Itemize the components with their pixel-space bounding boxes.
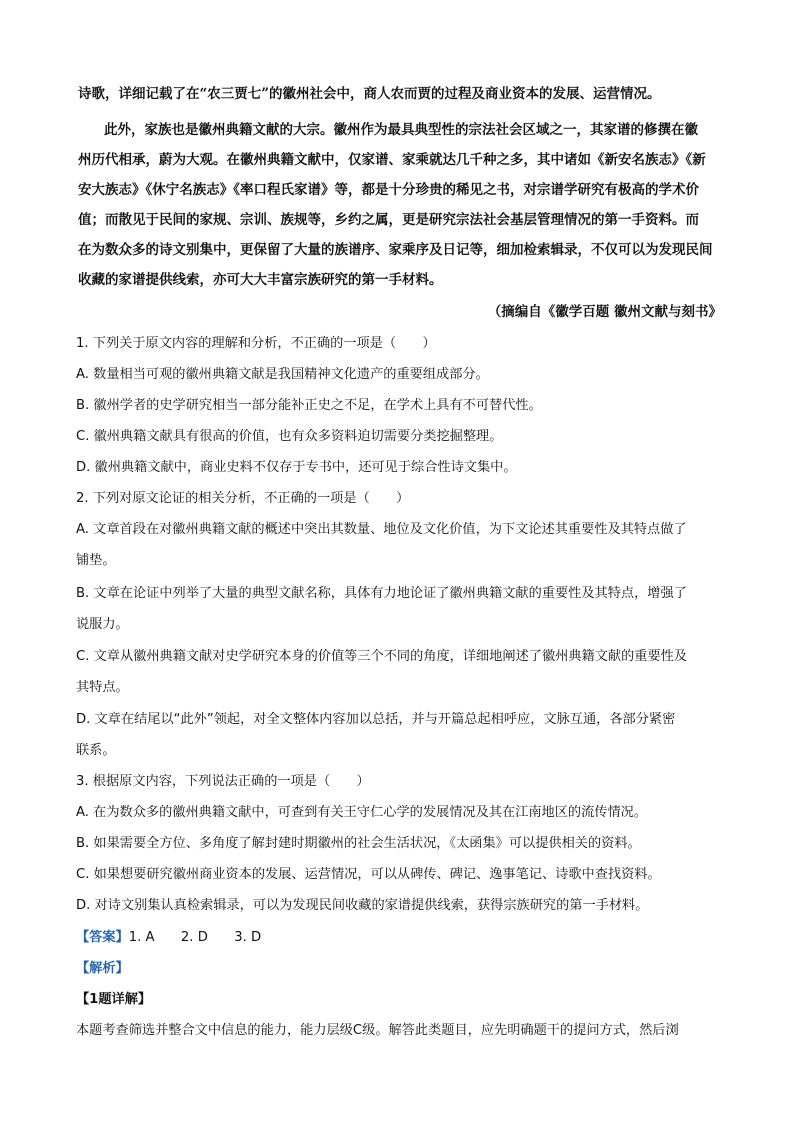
- passage-line: 此外，家族也是徽州典籍文献的大宗。徽州作为最具典型性的宗法社会区域之一，其家谱的修撰在徽: [104, 122, 698, 138]
- option-continuation: 铺垫。: [76, 553, 116, 568]
- question-stem: 1. 下列关于原文内容的理解和分析，不正确的一项是（ ）: [76, 336, 436, 351]
- answer-values: 1. A 2. D 3. D: [128, 930, 262, 945]
- passage-line: 诗歌，详细记载了在“农三贾七”的徽州社会中，商人农而贾的过程及商业资本的发展、运营情况。: [78, 86, 661, 102]
- passage-line: 安大族志》《休宁名族志》《率口程氏家谱》等，都是十分珍贵的稀见之书，对宗谱学研究有极高的学术价: [78, 182, 699, 198]
- question-stem: 3. 根据原文内容，下列说法正确的一项是（ ）: [76, 774, 370, 789]
- answer-line: [76, 926, 261, 945]
- option: A. 文章首段在对徽州典籍文献的概述中突出其数量、地位及文化价值，为下文论述其重要性及其特点做了: [76, 522, 687, 537]
- analysis-text: 本题考查筛选并整合文中信息的能力，能力层级C级。解答此类题目，应先明确题干的提问方式，然后浏: [76, 1023, 679, 1038]
- option: B. 徽州学者的史学研究相当一部分能补正史之不足，在学术上具有不可替代性。: [76, 398, 542, 413]
- option: A. 在为数众多的徽州典籍文献中，可查到有关王守仁心学的发展情况及其在江南地区的流传情况。: [76, 805, 648, 820]
- detail-label: 【1题详解】: [76, 992, 152, 1007]
- source-citation: （摘编自《徽学百题 徽州文献与刻书》: [487, 304, 722, 320]
- option: D. 对诗文别集认真检索辑录，可以为发现民间收藏的家谱提供线索，获得宗族研究的第一手材料。: [76, 898, 649, 913]
- passage-line: 在为数众多的诗文别集中，更保留了大量的族谱序、家乘序及日记等，细加检索辑录，不仅可以为发现民间: [78, 242, 713, 258]
- option-continuation: 说服力。: [76, 617, 129, 632]
- answer-label: 【答案】: [76, 930, 129, 945]
- option: C. 徽州典籍文献具有很高的价值，也有众多资料迫切需要分类挖掘整理。: [76, 429, 503, 444]
- option-continuation: 联系。: [76, 743, 116, 758]
- passage-line: 收藏的家谱提供线索，亦可大大丰富宗族研究的第一手材料。: [78, 272, 443, 288]
- passage-line: 值；而散见于民间的家规、宗训、族规等，乡约之属，更是研究宗法社会基层管理情况的第一手资料。而: [78, 212, 699, 228]
- option: C. 如果想要研究徽州商业资本的发展、运营情况，可以从碑传、碑记、逸事笔记、诗歌中查找资料。: [76, 867, 661, 882]
- option: C. 文章从徽州典籍文献对史学研究本身的价值等三个不同的角度，详细地阐述了徽州典籍文献的重要性及: [76, 649, 688, 664]
- option: D. 徽州典籍文献中，商业史料不仅存于专书中，还可见于综合性诗文集中。: [76, 460, 517, 475]
- option: A. 数量相当可观的徽州典籍文献是我国精神文化遗产的重要组成部分。: [76, 367, 489, 382]
- passage-line: 州历代相承，蔚为大观。在徽州典籍文献中，仅家谱、家乘就达几千种之多，其中诸如《新安名族志》《新: [78, 152, 706, 168]
- option: B. 如果需要全方位、多角度了解封建时期徽州的社会生活状况，《太函集》可以提供相关的资料。: [76, 836, 641, 851]
- option: B. 文章在论证中列举了大量的典型文献名称，具体有力地论证了徽州典籍文献的重要性及其特点，增强了: [76, 586, 687, 601]
- option-continuation: 其特点。: [76, 680, 129, 695]
- option: D. 文章在结尾以“此外”领起，对全文整体内容加以总括，并与开篇总起相呼应，文脉互通，各部分紧密: [76, 712, 676, 727]
- analysis-label: 【解析】: [76, 961, 129, 976]
- question-stem: 2. 下列对原文论证的相关分析，不正确的一项是（ ）: [76, 491, 410, 506]
